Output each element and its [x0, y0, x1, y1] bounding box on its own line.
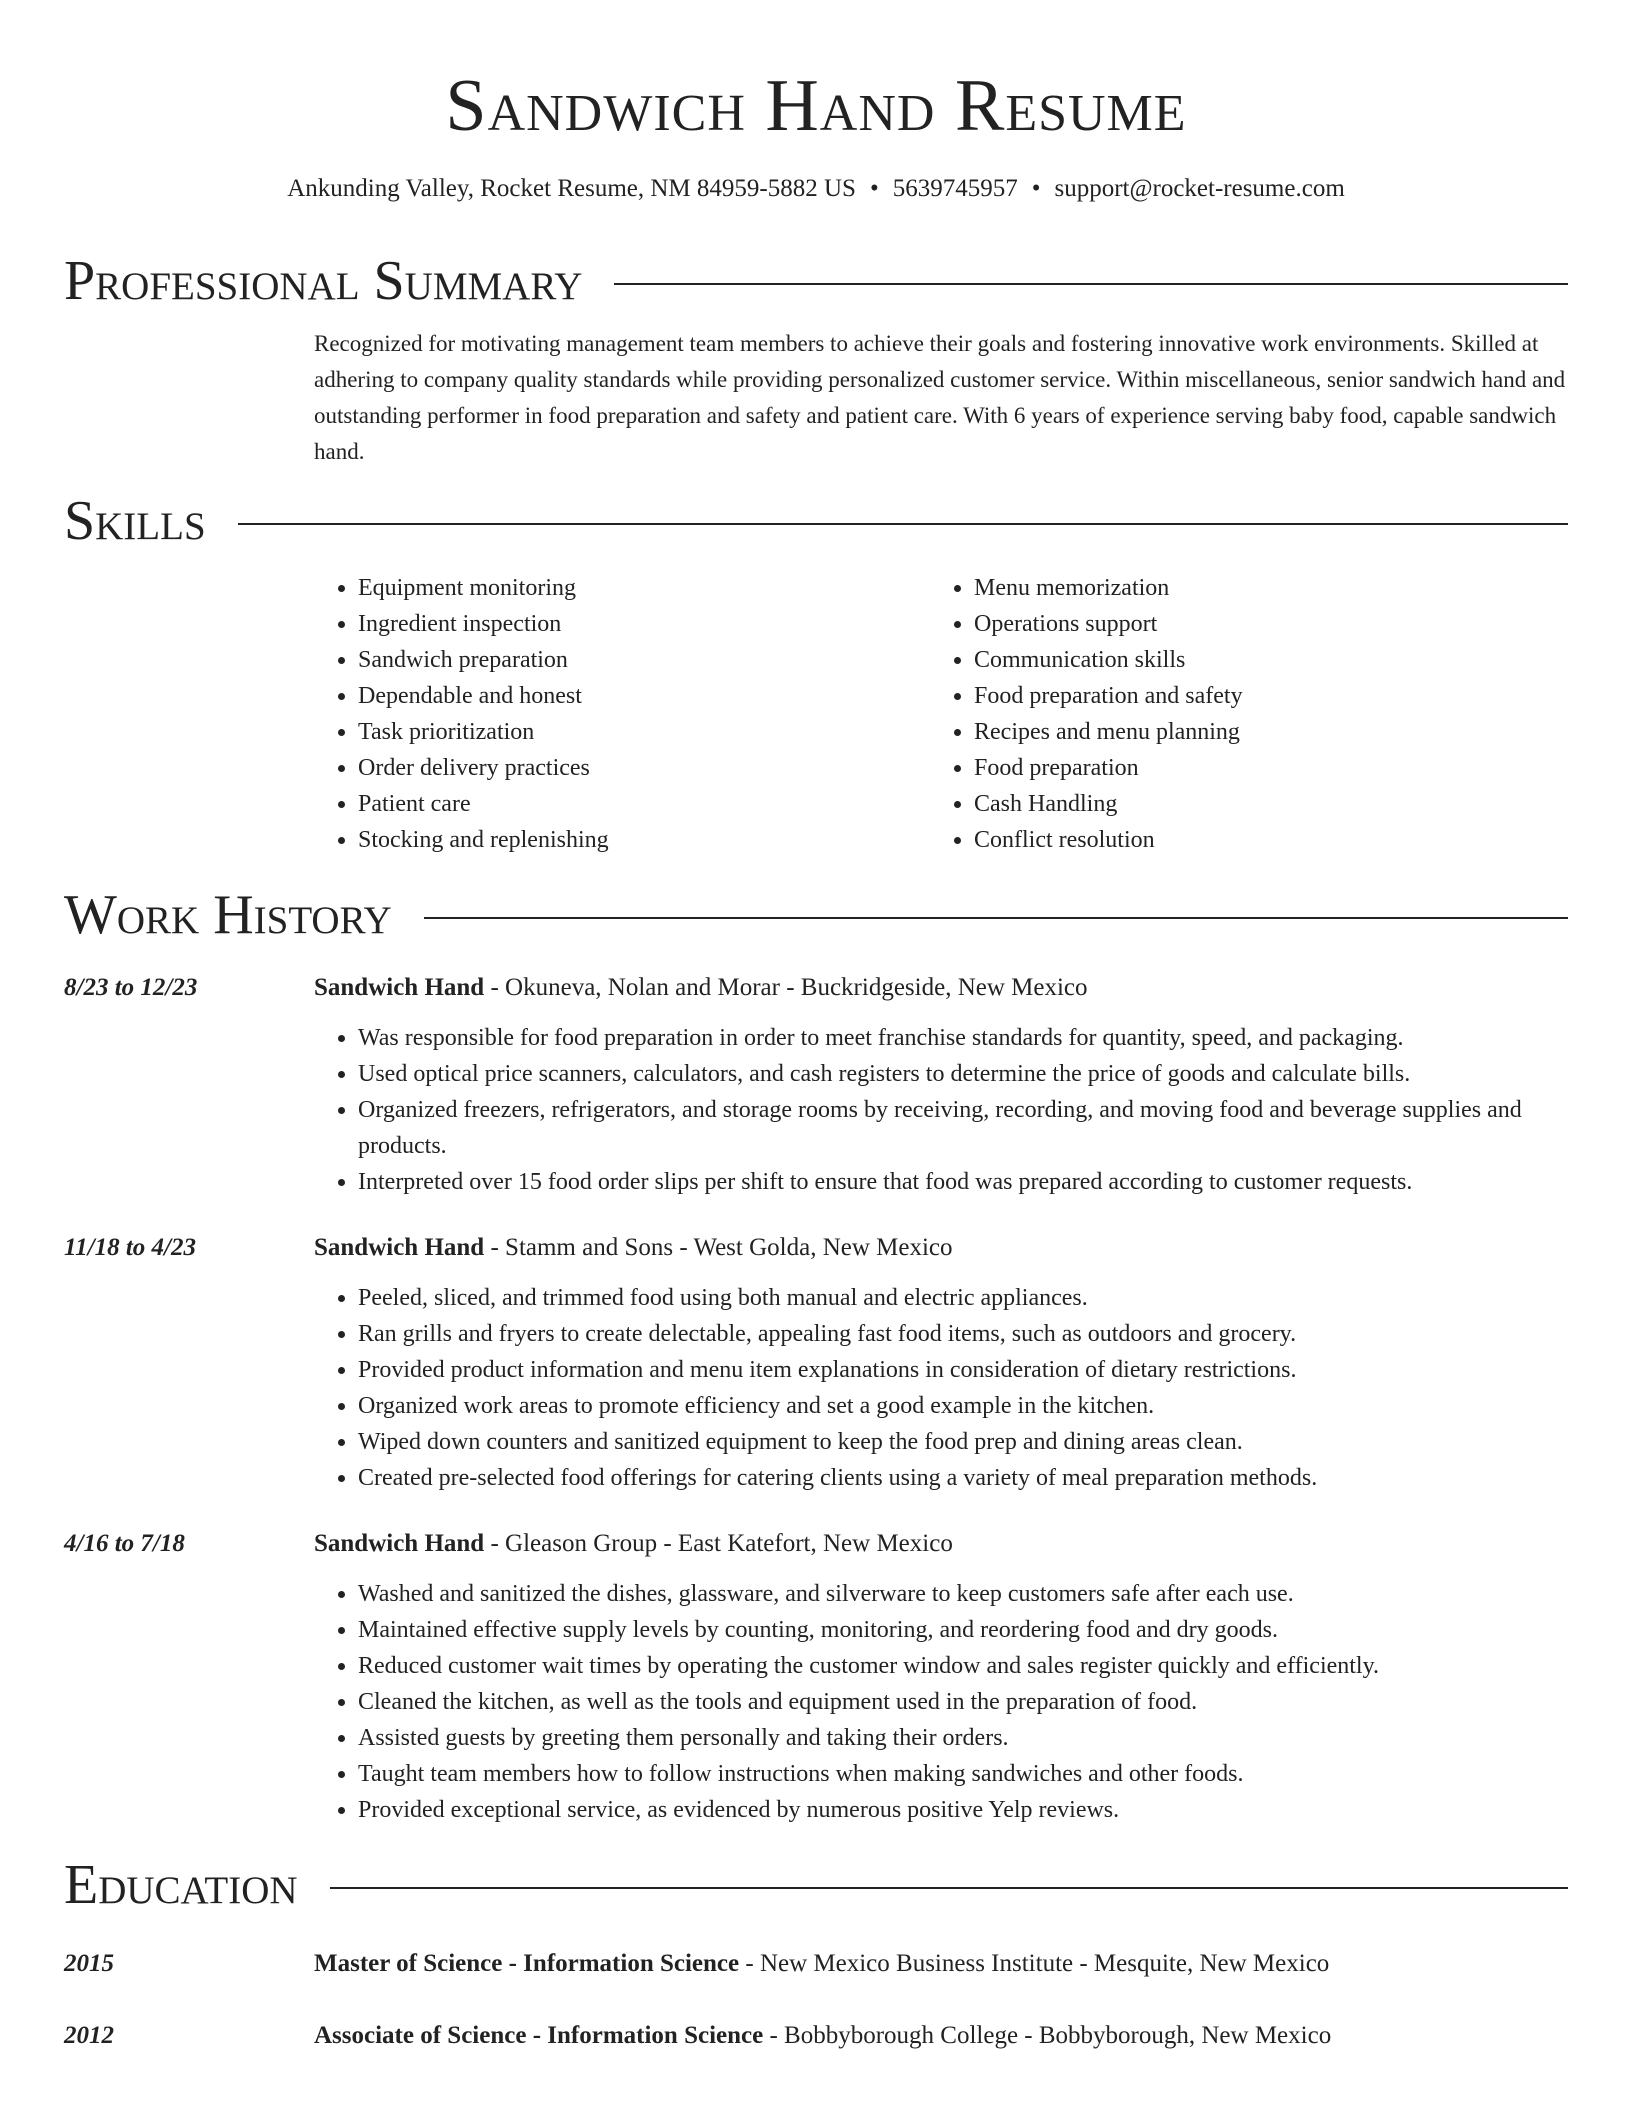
skill-item: • Order delivery practices	[358, 750, 930, 786]
skill-item: • Task prioritization	[358, 714, 930, 750]
job-duties	[314, 1020, 1568, 1200]
job-title: Sandwich Hand	[314, 974, 485, 1001]
summary-text: Recognized for motivating management team members to achieve their goals and fostering innovative work environments. Skilled at adhering to company quality standards while providing personalized customer service. Within miscellaneous, senior sandwich hand and outstanding performer in food preparation and safety and patient care. With 6 years of experience serving baby food, capable sandwich hand.	[314, 331, 1566, 464]
duty-item: • Peeled, sliced, and trimmed food using both manual and electric appliances.	[358, 1280, 1568, 1316]
job-header	[64, 1526, 1568, 1562]
summary-section-header	[64, 246, 1568, 316]
duty-item: • Created pre-selected food offerings for catering clients using a variety of meal preparation methods.	[358, 1460, 1568, 1496]
job-dates: 4/16 to 7/18	[64, 1530, 185, 1557]
education-year: 2015	[64, 1950, 114, 1977]
education-heading	[314, 2018, 1331, 2054]
duty-item: • Wiped down counters and sanitized equipment to keep the food prep and dining areas clean.	[358, 1424, 1568, 1460]
duty-item: • Taught team members how to follow instructions when making sandwiches and other foods.	[358, 1756, 1568, 1792]
duty-item: • Organized work areas to promote efficiency and set a good example in the kitchen.	[358, 1388, 1568, 1424]
job-heading	[314, 1230, 953, 1266]
duty-item: • Assisted guests by greeting them personally and taking their orders.	[358, 1720, 1568, 1756]
contact-address: Ankunding Valley, Rocket Resume, NM 84959-5882 US	[287, 175, 856, 202]
contact-separator: •	[1031, 175, 1041, 202]
job-header	[64, 1230, 1568, 1266]
section-title-summary: Professional Summary	[64, 250, 583, 312]
skill-item: • Recipes and menu planning	[974, 714, 1243, 750]
job-heading	[314, 970, 1088, 1006]
skill-item: • Food preparation and safety	[974, 678, 1243, 714]
duty-item: • Interpreted over 15 food order slips per shift to ensure that food was prepared according to customer requests.	[358, 1164, 1568, 1200]
job-entry	[64, 1230, 1568, 1496]
job-duties	[314, 1280, 1568, 1496]
skill-item: • Ingredient inspection	[358, 606, 930, 642]
duty-item: • Cleaned the kitchen, as well as the tools and equipment used in the preparation of food.	[358, 1684, 1568, 1720]
duty-item: • Organized freezers, refrigerators, and storage rooms by receiving, recording, and moving food and beverage supplies and products.	[358, 1092, 1568, 1164]
job-duties	[314, 1576, 1568, 1828]
skills-column-left	[314, 570, 930, 858]
work-section-header	[64, 880, 1568, 950]
education-heading	[314, 1946, 1329, 1982]
skill-item: • Equipment monitoring	[358, 570, 930, 606]
skills-column-right	[930, 570, 1243, 858]
contact-email[interactable]: support@rocket-resume.com	[1054, 175, 1345, 202]
education-year: 2012	[64, 2022, 114, 2049]
skill-item: • Patient care	[358, 786, 930, 822]
skill-item: • Operations support	[974, 606, 1243, 642]
skill-item: • Stocking and replenishing	[358, 822, 930, 858]
contact-phone: 5639745957	[892, 175, 1018, 202]
education-school: - Bobbyborough College - Bobbyborough, New Mexico	[763, 2022, 1332, 2049]
skills-section-header	[64, 486, 1568, 556]
job-employer: - Okuneva, Nolan and Morar - Buckridgeside, New Mexico	[484, 974, 1088, 1001]
duty-item: • Provided exceptional service, as evidenced by numerous positive Yelp reviews.	[358, 1792, 1568, 1828]
job-employer: - Stamm and Sons - West Golda, New Mexico	[484, 1234, 953, 1261]
education-degree: Associate of Science - Information Science	[314, 2022, 764, 2049]
education-entry	[64, 2018, 1568, 2054]
section-title-skills: Skills	[64, 490, 206, 552]
duty-item: • Maintained effective supply levels by counting, monitoring, and reordering food and dry goods.	[358, 1612, 1568, 1648]
duty-item: • Washed and sanitized the dishes, glassware, and silverware to keep customers safe after each use.	[358, 1576, 1568, 1612]
skill-item: • Menu memorization	[974, 570, 1243, 606]
job-header	[64, 970, 1568, 1006]
resume-page	[64, 0, 1568, 2054]
section-title-education: Education	[64, 1854, 298, 1916]
skill-item: • Dependable and honest	[358, 678, 930, 714]
education-degree: Master of Science - Information Science	[314, 1950, 740, 1977]
section-title-work: Work History	[64, 884, 392, 946]
section-divider	[424, 917, 1568, 919]
section-divider	[614, 283, 1568, 285]
resume-title: Sandwich Hand Resume	[445, 65, 1187, 147]
job-entry	[64, 970, 1568, 1200]
job-heading	[314, 1526, 953, 1562]
section-divider	[330, 1887, 1568, 1889]
job-entry	[64, 1526, 1568, 1828]
duty-item: • Used optical price scanners, calculators, and cash registers to determine the price of goods and calculate bills.	[358, 1056, 1568, 1092]
skill-item: • Food preparation	[974, 750, 1243, 786]
education-section-header	[64, 1850, 1568, 1920]
education-school: - New Mexico Business Institute - Mesquite, New Mexico	[739, 1950, 1330, 1977]
duty-item: • Reduced customer wait times by operating the customer window and sales register quickly and efficiently.	[358, 1648, 1568, 1684]
skills-list	[314, 570, 1568, 858]
duty-item: • Provided product information and menu item explanations in consideration of dietary restrictions.	[358, 1352, 1568, 1388]
duty-item: • Ran grills and fryers to create delectable, appealing fast food items, such as outdoors and grocery.	[358, 1316, 1568, 1352]
skill-item: • Communication skills	[974, 642, 1243, 678]
education-entry	[64, 1946, 1568, 1982]
job-employer: - Gleason Group - East Katefort, New Mexico	[484, 1530, 953, 1557]
skill-item: • Sandwich preparation	[358, 642, 930, 678]
job-dates: 11/18 to 4/23	[64, 1234, 196, 1261]
job-title: Sandwich Hand	[314, 1530, 485, 1557]
contact-separator: •	[869, 175, 879, 202]
duty-item: • Was responsible for food preparation in order to meet franchise standards for quantity, speed, and packaging.	[358, 1020, 1568, 1056]
job-title: Sandwich Hand	[314, 1234, 485, 1261]
skill-item: • Conflict resolution	[974, 822, 1243, 858]
skill-item: • Cash Handling	[974, 786, 1243, 822]
section-divider	[238, 523, 1568, 525]
contact-line	[64, 172, 1568, 206]
job-dates: 8/23 to 12/23	[64, 974, 198, 1001]
